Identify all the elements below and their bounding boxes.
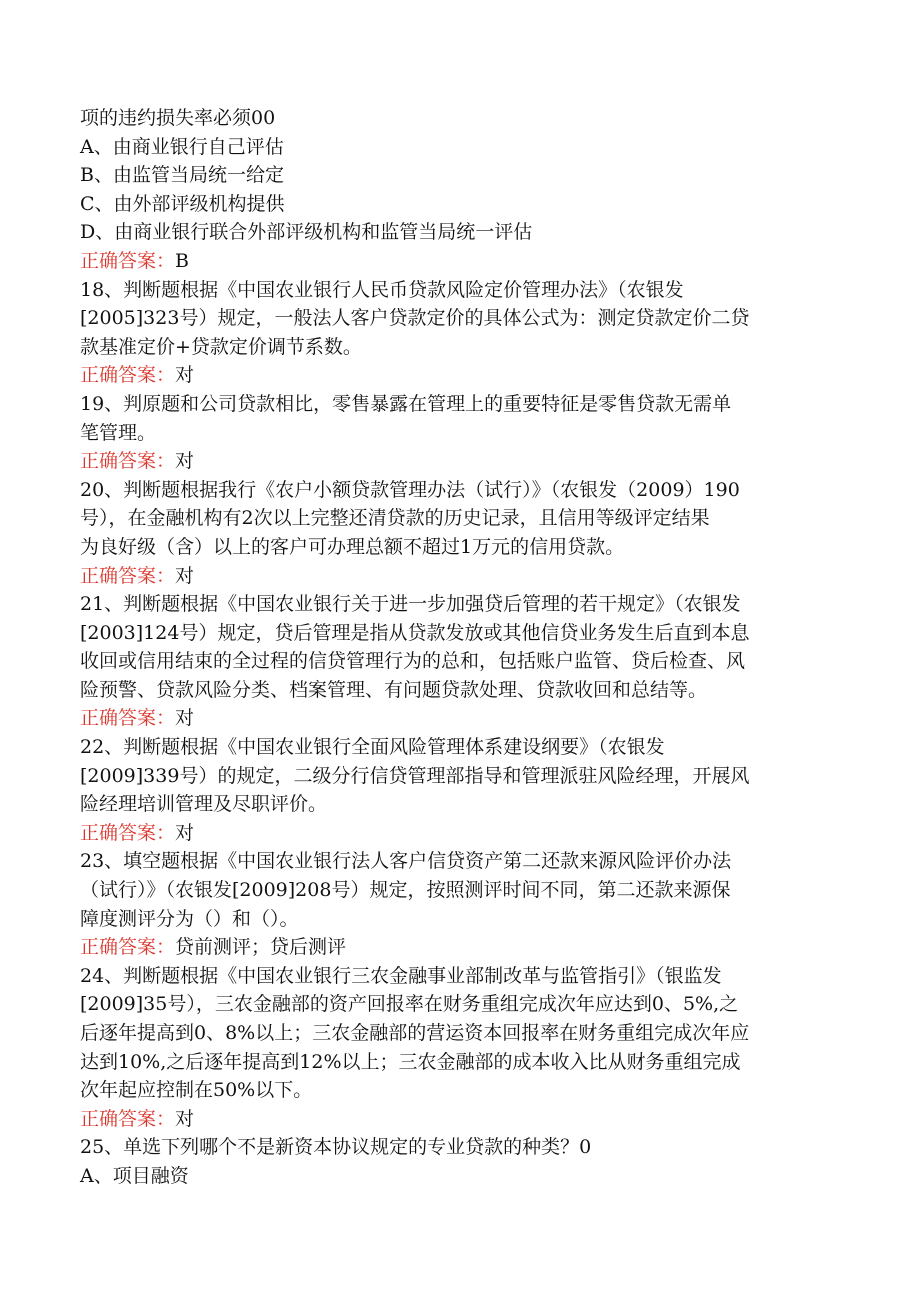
answer-line — [80, 819, 840, 848]
text-line: C、由外部评级机构提供 — [80, 192, 285, 215]
text-line: 达到10%,之后逐年提高到12%以上；三农金融部的成本收入比从财务重组完成 — [80, 1050, 741, 1073]
text-line: [2009]339号）的规定，二级分行信贷管理部指导和管理派驻风险经理，开展风 — [80, 764, 750, 787]
answer-line — [80, 704, 840, 733]
answer-line — [80, 247, 840, 276]
answer-label: 正确答案： — [80, 1107, 176, 1130]
answer-label: 正确答案： — [80, 249, 176, 272]
answer-label: 正确答案： — [80, 564, 176, 587]
answer-value: 对 — [175, 564, 195, 587]
text-line: 18、判断题根据《中国农业银行人民币贷款风险定价管理办法》（农银发 — [80, 278, 684, 301]
answer-line — [80, 1105, 840, 1134]
answer-value: 对 — [175, 450, 195, 473]
answer-label: 正确答案： — [80, 936, 176, 959]
answer-label: 正确答案： — [80, 364, 176, 387]
text-line: 19、判原题和公司贷款相比，零售暴露在管理上的重要特征是零售贷款无需单 — [80, 392, 732, 415]
answer-value: 贷前测评；贷后测评 — [175, 936, 347, 959]
text-line: 23、填空题根据《中国农业银行法人客户信贷资产第二还款来源风险评价办法 — [80, 850, 732, 873]
text-line: 号），在金融机构有2次以上完整还清贷款的历史记录，且信用等级评定结果 — [80, 507, 710, 530]
text-line: B、由监管当局统一给定 — [80, 164, 284, 187]
answer-line — [80, 933, 840, 962]
text-line: A、项目融资 — [80, 1164, 189, 1187]
text-line: 收回或信用结束的全过程的信贷管理行为的总和，包括账户监管、贷后检查、风 — [80, 650, 746, 673]
answer-value: B — [175, 249, 189, 272]
text-line: 笔管理。 — [80, 421, 157, 444]
answer-label: 正确答案： — [80, 707, 176, 730]
text-line: 25、单选下列哪个不是新资本协议规定的专业贷款的种类？0 — [80, 1136, 592, 1159]
answer-value: 对 — [175, 364, 195, 387]
answer-line — [80, 447, 840, 476]
answer-line — [80, 562, 840, 591]
text-line: 款基准定价+贷款定价调节系数。 — [80, 335, 362, 358]
text-line: [2009]35号），三农金融部的资产回报率在财务重组完成次年应达到0、5%,之 — [80, 993, 739, 1016]
text-line: [2005]323号）规定，一般法人客户贷款定价的具体公式为：测定贷款定价二贷 — [80, 307, 750, 330]
text-line: （试行）》（农银发[2009]208号）规定，按照测评时间不同，第二还款来源保 — [80, 879, 731, 902]
answer-label: 正确答案： — [80, 821, 176, 844]
answer-value: 对 — [175, 707, 195, 730]
answer-label: 正确答案： — [80, 450, 176, 473]
text-line: 障度测评分为（）和（）。 — [80, 907, 299, 930]
text-line: D、由商业银行联合外部评级机构和监管当局统一评估 — [80, 221, 533, 244]
text-line: 为良好级（含）以上的客户可办理总额不超过1万元的信用贷款。 — [80, 535, 625, 558]
text-line: 24、判断题根据《中国农业银行三农金融事业部制改革与监管指引》（银监发 — [80, 964, 722, 987]
text-line: 22、判断题根据《中国农业银行全面风险管理体系建设纲要》（农银发 — [80, 736, 665, 759]
text-line: 险预警、贷款风险分类、档案管理、有问题贷款处理、贷款收回和总结等。 — [80, 678, 708, 701]
text-line: 后逐年提高到0、8%以上；三农金融部的营运资本回报率在财务重组完成次年应 — [80, 1022, 750, 1044]
text-line: 21、判断题根据《中国农业银行关于进一步加强贷后管理的若干规定》（农银发 — [80, 593, 741, 616]
text-line: 20、判断题根据我行《农户小额贷款管理办法（试行）》（农银发（2009）190 — [80, 478, 740, 501]
answer-value: 对 — [175, 1107, 195, 1130]
text-line: 次年起应控制在50%以下。 — [80, 1079, 313, 1102]
answer-line — [80, 361, 840, 390]
text-line: 险经理培训管理及尽职评价。 — [80, 793, 328, 816]
document-page — [80, 104, 840, 1191]
text-line: 项的违约损失率必须00 — [80, 107, 276, 129]
text-line: [2003]124号）规定，贷后管理是指从贷款发放或其他信贷业务发生后直到本息 — [80, 621, 750, 644]
text-line: A、由商业银行自己评估 — [80, 135, 284, 158]
answer-value: 对 — [175, 821, 195, 844]
